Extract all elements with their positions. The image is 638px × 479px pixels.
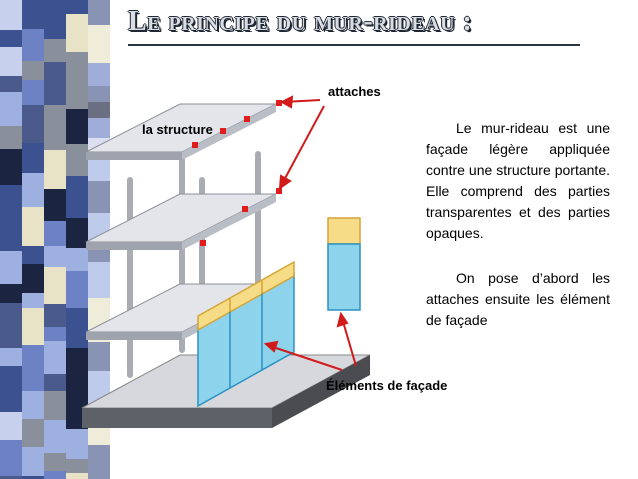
facade-panel: [328, 218, 360, 310]
mosaic-tile: [22, 207, 44, 246]
mosaic-tile: [44, 105, 66, 150]
title-underline: [128, 44, 580, 46]
mosaic-tile: [44, 39, 66, 62]
mosaic-tile: [0, 47, 22, 76]
mosaic-tile: [44, 189, 66, 221]
mosaic-tile: [22, 246, 44, 264]
mosaic-tile: [22, 264, 44, 293]
mosaic-tile: [44, 0, 66, 39]
mosaic-tile: [22, 143, 44, 173]
slide-title: Le principe du mur-rideau :: [128, 6, 473, 37]
mosaic-tile: [0, 92, 22, 126]
description-paragraph: Le mur-rideau est une façade légère appliquée contre une structure portante. Elle comprend des parties transparentes et des parties opaques.: [426, 120, 610, 241]
mosaic-tile: [0, 284, 22, 303]
mosaic-tile: [0, 366, 22, 412]
mosaic-tile: [22, 0, 44, 29]
mosaic-tile: [44, 150, 66, 189]
mosaic-tile: [44, 327, 66, 341]
mosaic-tile: [22, 173, 44, 207]
structure-label: la structure: [142, 122, 213, 137]
mosaic-tile: [0, 185, 22, 215]
mosaic-tile: [0, 303, 22, 348]
mosaic-tile: [44, 391, 66, 420]
mosaic-tile: [66, 459, 88, 473]
mosaic-tile: [0, 215, 22, 251]
mosaic-tile: [44, 221, 66, 246]
mosaic-tile: [0, 30, 22, 47]
mosaic-tile: [22, 419, 44, 447]
mosaic-tile: [44, 341, 66, 374]
mosaic-tile: [22, 80, 44, 105]
mosaic-tile: [44, 246, 66, 267]
mosaic-tile: [44, 62, 66, 105]
facade-elements-label: Éléments de façade: [326, 378, 448, 393]
mosaic-tile: [0, 440, 22, 476]
mosaic-tile: [22, 308, 44, 345]
mosaic-tile: [0, 76, 22, 92]
mosaic-tile: [66, 14, 88, 52]
floor-slab-2: [86, 194, 276, 250]
mosaic-tile: [22, 345, 44, 391]
mosaic-tile: [66, 0, 88, 14]
mosaic-tile: [0, 251, 22, 284]
mosaic-tile: [22, 121, 44, 143]
mosaic-tile: [0, 0, 22, 30]
mosaic-tile: [66, 473, 88, 479]
mosaic-tile: [22, 391, 44, 419]
mosaic-tile: [22, 447, 44, 476]
mosaic-tile: [0, 126, 22, 149]
mosaic-tile: [0, 348, 22, 366]
mosaic-tile: [0, 149, 22, 185]
mosaic-tile: [22, 61, 44, 80]
mosaic-tile: [22, 29, 44, 61]
attaches-label: attaches: [328, 84, 381, 99]
mosaic-tile: [44, 267, 66, 304]
mosaic-tile: [22, 293, 44, 308]
mosaic-tile: [44, 453, 66, 471]
mosaic-tile: [0, 412, 22, 440]
mosaic-tile: [44, 374, 66, 391]
mosaic-tile: [44, 304, 66, 327]
mosaic-tile: [44, 420, 66, 453]
mosaic-tile: [22, 105, 44, 121]
procedure-paragraph: On pose d’abord les attaches ensuite les élément de façade: [426, 270, 610, 328]
mosaic-tile: [44, 471, 66, 479]
